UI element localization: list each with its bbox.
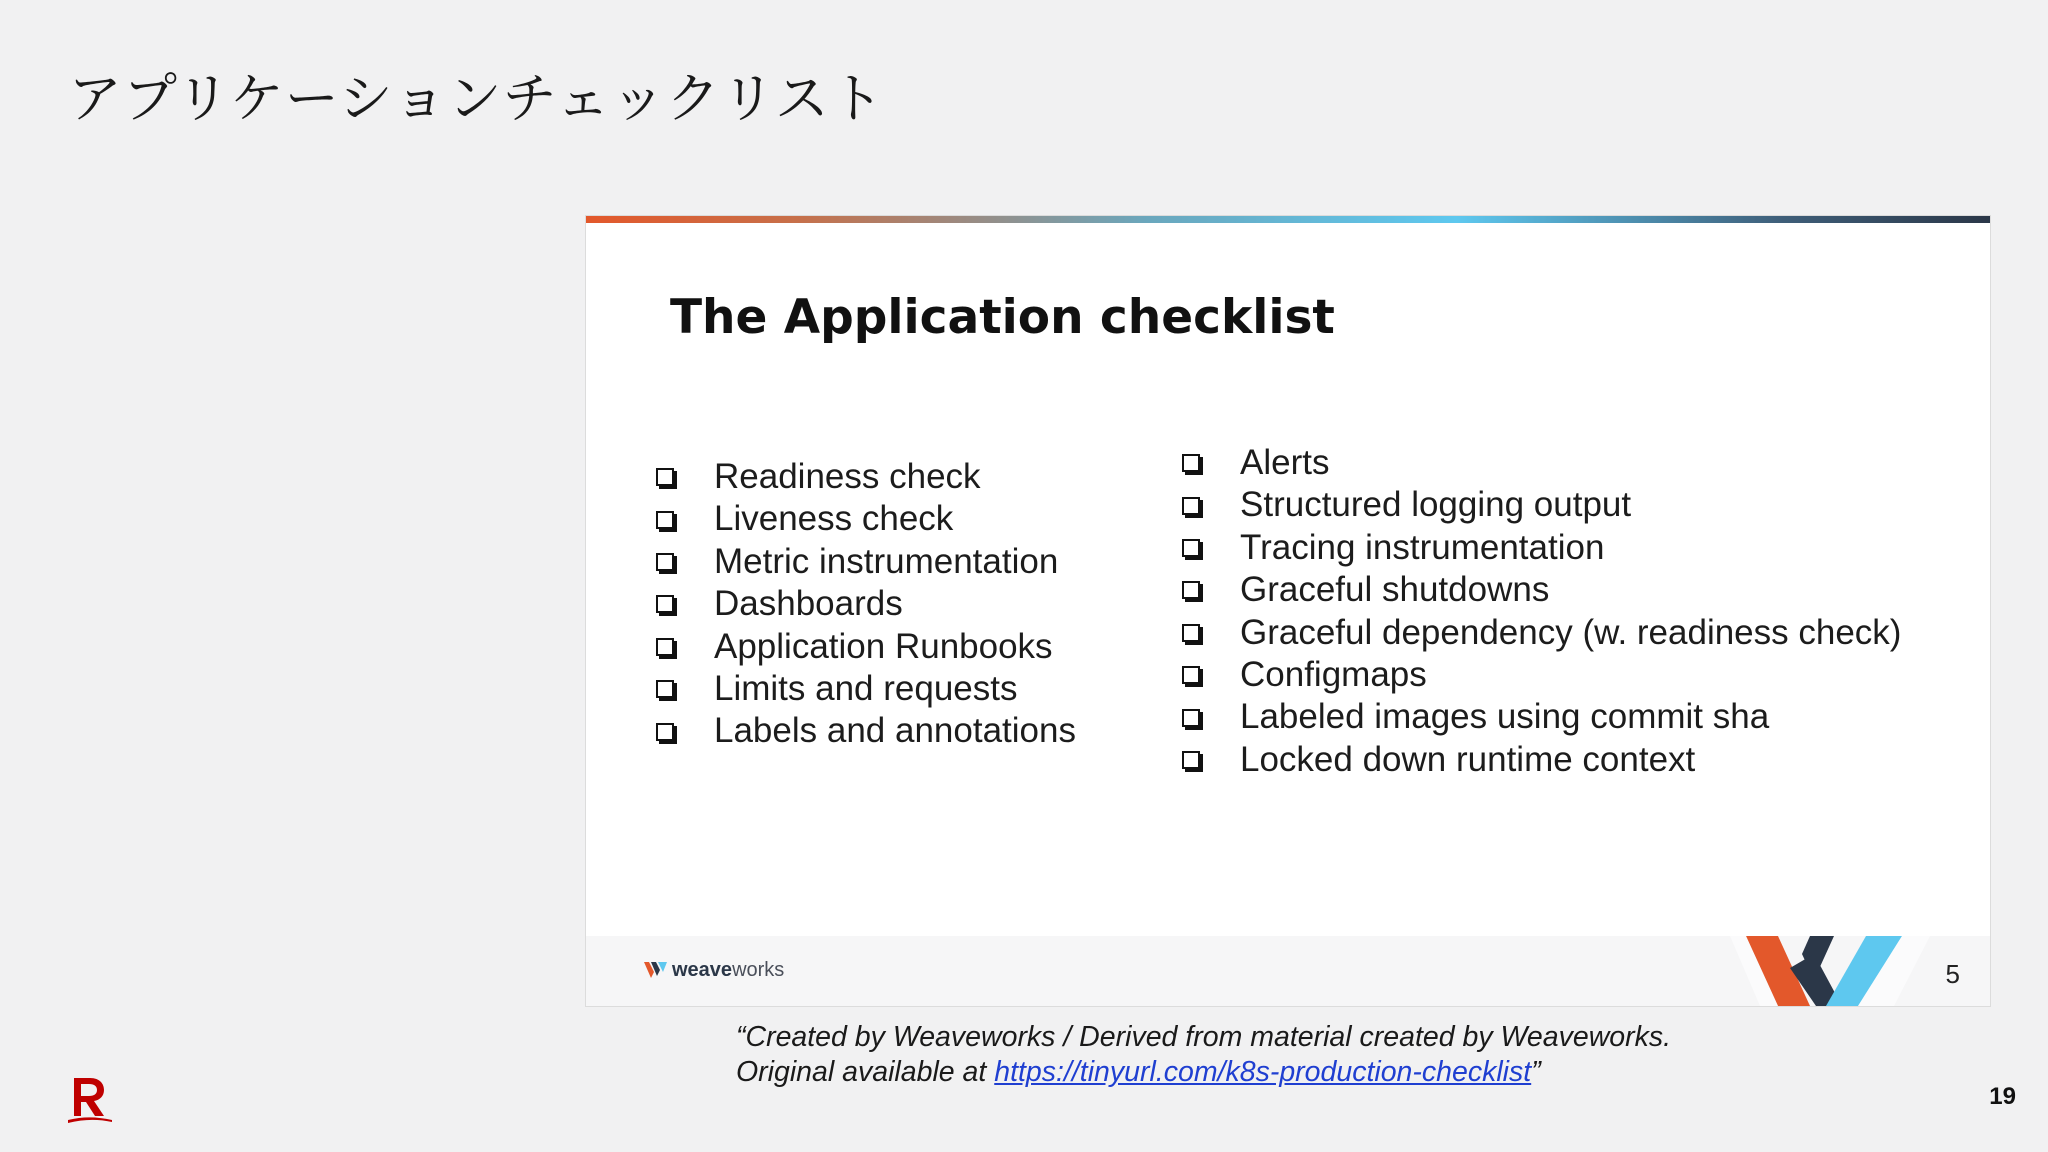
checkbox-icon (656, 680, 674, 698)
checklist-item: Labeled images using commit sha (1180, 696, 1901, 738)
checklist-item: Locked down runtime context (1180, 739, 1901, 781)
weaveworks-mark-icon (642, 958, 668, 982)
checklist-item: Metric instrumentation (654, 541, 1076, 583)
source-link[interactable]: https://tinyurl.com/k8s-production-checklist (994, 1056, 1532, 1088)
checkbox-icon (656, 638, 674, 656)
inner-page-number: 5 (1945, 959, 1960, 989)
checklist-item: Dashboards (654, 583, 1076, 625)
checklist-item: Liveness check (654, 498, 1076, 540)
checkbox-icon (1182, 539, 1200, 557)
credit-line-2: Original available at https://tinyurl.com/k8s-production-checklist” (736, 1056, 1541, 1088)
inner-slide-title: The Application checklist (670, 290, 1335, 345)
checkbox-icon (656, 595, 674, 613)
checklist-left (654, 456, 1076, 753)
checkbox-icon (1182, 581, 1200, 599)
checkbox-icon (1182, 666, 1200, 684)
rakuten-logo-icon (68, 1076, 112, 1126)
checklist-item: Application Runbooks (654, 626, 1076, 668)
credit-note (736, 1020, 1671, 1090)
checklist-item: Limits and requests (654, 668, 1076, 710)
checkbox-icon (656, 723, 674, 741)
slide-title: アプリケーションチェックリスト (68, 67, 885, 130)
embedded-slide (586, 216, 1990, 1006)
weaveworks-w-icon (1730, 936, 1930, 1006)
checklist-item: Alerts (1180, 442, 1901, 484)
checkbox-icon (1182, 624, 1200, 642)
page-number: 19 (1989, 1083, 2016, 1110)
checkbox-icon (1182, 751, 1200, 769)
checklist-item: Labels and annotations (654, 710, 1076, 752)
checklist-item: Graceful dependency (w. readiness check) (1180, 612, 1901, 654)
checkbox-icon (656, 468, 674, 486)
checkbox-icon (656, 553, 674, 571)
checklist-item: Tracing instrumentation (1180, 527, 1901, 569)
checklist-item: Configmaps (1180, 654, 1901, 696)
checklist-right (1180, 442, 1901, 781)
gradient-bar (586, 216, 1990, 223)
credit-line-1: “Created by Weaveworks / Derived from material created by Weaveworks. (736, 1021, 1672, 1053)
checkbox-icon (1182, 497, 1200, 515)
brand-bold: weave (672, 958, 733, 981)
checkbox-icon (1182, 709, 1200, 727)
inner-slide-footer (586, 936, 1990, 1006)
checklist-item: Graceful shutdowns (1180, 569, 1901, 611)
brand-light: works (732, 958, 785, 981)
checklist-item: Structured logging output (1180, 484, 1901, 526)
weaveworks-logo (642, 958, 784, 982)
checklist-item: Readiness check (654, 456, 1076, 498)
checkbox-icon (656, 511, 674, 529)
checkbox-icon (1182, 454, 1200, 472)
